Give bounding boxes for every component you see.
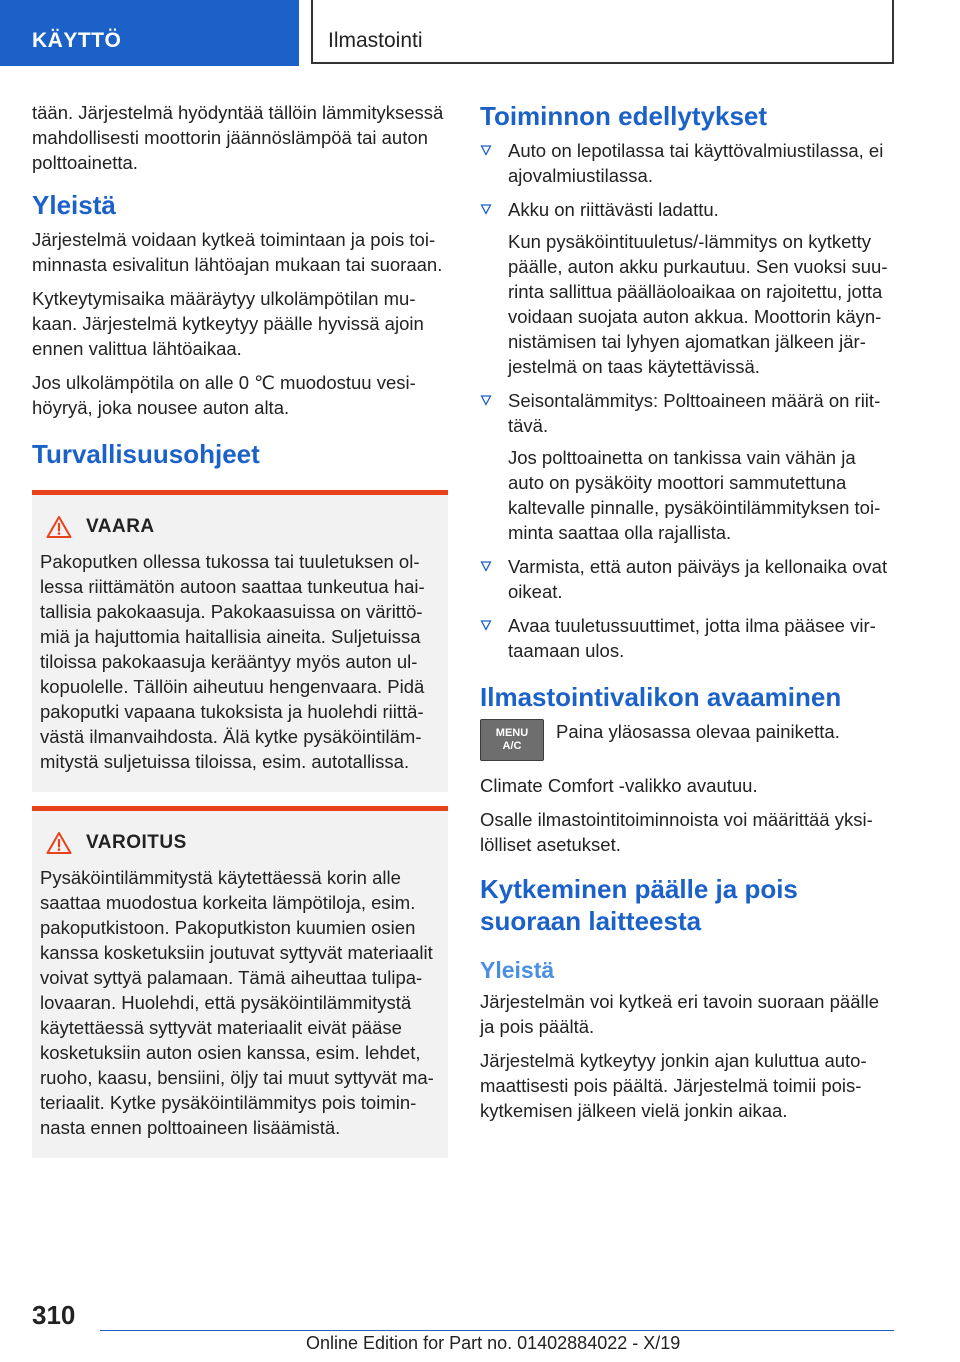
danger-warning-title: VAARA <box>86 516 155 537</box>
danger-warning-header <box>40 515 440 539</box>
menu-ac-button-icon <box>480 719 544 761</box>
triangle-bullet-icon <box>480 203 492 215</box>
list-item <box>480 197 896 379</box>
menu-paragraph-2: Osalle ilmastointitoiminnoista voi määrittää yksilölliset asetukset. <box>480 809 873 855</box>
switch-paragraph-1: Järjestelmän voi kytkeä eri tavoin suoraan päälle ja pois päältä. <box>480 991 879 1037</box>
triangle-bullet-icon <box>480 560 492 572</box>
requirement-note: Kun pysäköintituuletus/-lämmitys on kytketty päälle, auton akku purkautuu. Sen vuoksi suurinta sallittua päälläoloaikaa on rajoitettu, jotta voidaan suojata auton akkua. Moottorin käynnistämisen tai lyhyen ajomatkan jälkeen järjestelmä on taas käytettävissä. <box>508 231 888 377</box>
warning-triangle-icon <box>46 515 72 539</box>
menu-instruction-row <box>480 719 896 761</box>
requirement-note: Jos polttoainetta on tankissa vain vähän ja auto on pysäköity moottori sammutettuna kaltevalle pinnalle, pysäköintilämmityksen toiminta saattaa olla rajallista. <box>508 447 881 543</box>
danger-warning-text: Pakoputken ollessa tukossa tai tuuletuksen ollessa riittämätön autoon saattaa tunkeutua haitallisia pakokaasuja. Pakokaasuissa on värittömiä ja hajuttomia haitallisia aineita. Suljetuissa tiloissa pakokaasuja kerääntyy myös auton ulkopuolelle. Tällöin aiheutuu hengenvaara. Pidä pakoputki vapaana tukoksista ja huolehdi riittävästä ilmanvaihdosta. Älä kytke pysäköintilämmitystä suljetuissa tiloissa, esim. autotallissa. <box>40 551 425 772</box>
menu-heading: Ilmastointivalikon avaaminen <box>480 682 842 712</box>
yleista-paragraph-3: Jos ulkolämpötila on alle 0 ℃ muodostuu vesihöyryä, joka nousee auton alta. <box>32 372 416 418</box>
requirement-text: Auto on lepotilassa tai käyttövalmiustilassa, ei ajovalmiustilassa. <box>508 140 884 186</box>
menu-button-sublabel: A/C <box>502 740 522 752</box>
caution-warning-box <box>32 806 448 1158</box>
intro-paragraph: tään. Järjestelmä hyödyntää tällöin lämmityksessä mahdollisesti moottorin jäännöslämpöä tai auton polttoainetta. <box>32 102 444 173</box>
switch-heading: Kytkeminen päälle ja pois suoraan laitteesta <box>480 874 798 936</box>
requirement-text: Seisontalämmitys: Polttoaineen määrä on riittävä. <box>508 390 881 436</box>
menu-instruction: Paina yläosassa olevaa painiketta. <box>556 721 840 742</box>
chapter-tab <box>311 0 894 64</box>
triangle-bullet-icon <box>480 619 492 631</box>
page-number: 310 <box>32 1300 76 1330</box>
safety-heading: Turvallisuusohjeet <box>32 439 260 469</box>
triangle-bullet-icon <box>480 144 492 156</box>
switch-paragraph-2: Järjestelmä kytkeytyy jonkin ajan kuluttua automaattisesti pois päältä. Järjestelmä toimii poiskytkemisen jälkeen vielä jonkin aikaa. <box>480 1050 867 1121</box>
section-tab <box>0 0 299 66</box>
triangle-bullet-icon <box>480 394 492 406</box>
warning-triangle-icon <box>46 831 72 855</box>
requirements-list <box>480 138 896 663</box>
left-column <box>32 100 448 1170</box>
chapter-title: Ilmastointi <box>328 29 423 52</box>
requirement-text: Akku on riittävästi ladattu. <box>508 199 719 220</box>
list-item <box>480 554 896 604</box>
footer-edition: Online Edition for Part no. 01402884022 - X/19 <box>306 1333 681 1353</box>
requirement-text: Varmista, että auton päiväys ja kellonaika ovat oikeat. <box>508 556 888 602</box>
requirement-text: Avaa tuuletussuuttimet, jotta ilma pääsee virtaamaan ulos. <box>508 615 876 661</box>
yleista-heading: Yleistä <box>32 190 116 220</box>
caution-warning-header <box>40 831 440 855</box>
danger-warning-box <box>32 490 448 792</box>
section-title: KÄYTTÖ <box>32 29 122 52</box>
yleista-paragraph-1: Järjestelmä voidaan kytkeä toimintaan ja pois toiminnasta esivalitun lähtöajan mukaan tai suoraan. <box>32 229 443 275</box>
requirements-heading: Toiminnon edellytykset <box>480 101 768 131</box>
footer-divider <box>100 1330 894 1331</box>
right-column <box>480 100 896 1132</box>
caution-warning-text: Pysäköintilämmitystä käytettäessä korin alle saattaa muodostua korkeita lämpötiloja, esim. pakoputkistoon. Pakoputkiston kuumien osien kanssa kosketuksiin joutuvat syttyvät materiaalit voivat syttyä palamaan. Tämä aiheuttaa tulipalovaaran. Huolehdi, että pysäköintilämmitystä käytettäessä syttyvät materiaalit eivät pääse kosketuksiin auton osien kanssa, esim. lehdet, ruoho, kaasu, bensiini, öljy tai muut syttyvät materiaalit. Kytke pysäköintilämmitys pois toiminnasta ennen polttoaineen lisäämistä. <box>40 867 434 1138</box>
caution-warning-title: VAROITUS <box>86 832 187 853</box>
switch-subheading: Yleistä <box>480 957 555 983</box>
list-item <box>480 388 896 545</box>
list-item <box>480 138 896 188</box>
menu-paragraph-1: Climate Comfort -valikko avautuu. <box>480 775 758 796</box>
list-item <box>480 613 896 663</box>
menu-button-label: MENU <box>495 727 529 739</box>
yleista-paragraph-2: Kytkeytymisaika määräytyy ulkolämpötilan mukaan. Järjestelmä kytkeytyy päälle hyvissä ajoin ennen valittua lähtöaikaa. <box>32 288 424 359</box>
